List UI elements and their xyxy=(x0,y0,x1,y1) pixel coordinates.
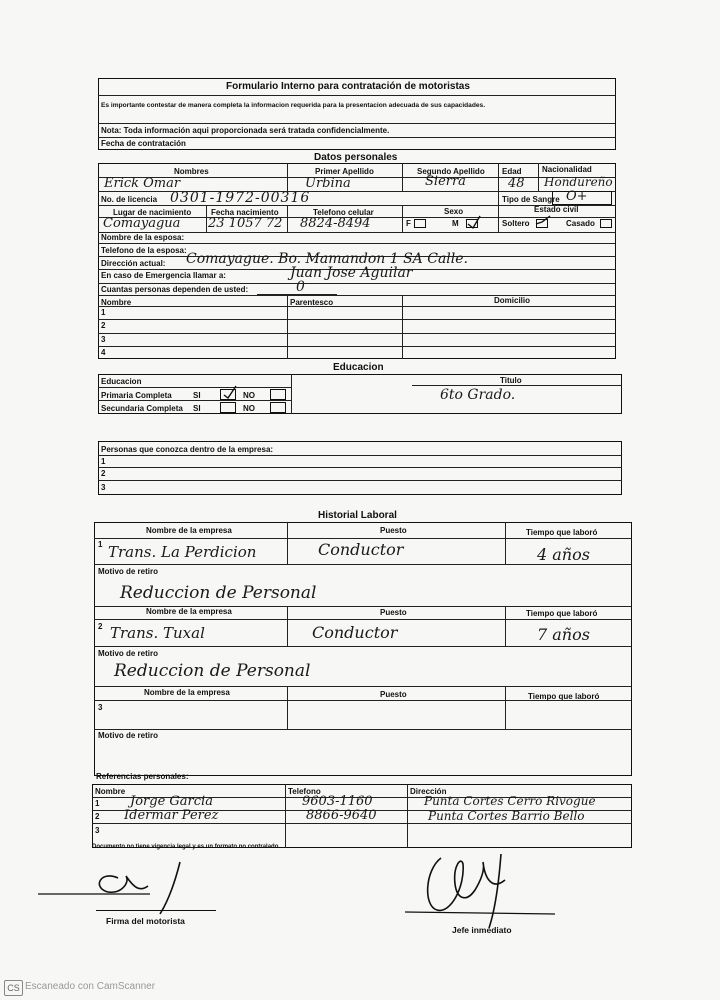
second-surname-label: Segundo Apellido xyxy=(417,167,485,176)
work-entry-1-reason: Reduccion de Personal xyxy=(120,583,317,603)
single-check-mark xyxy=(534,213,552,229)
work-entry-2-reason-label: Motivo de retiro xyxy=(98,649,159,658)
education-title-value: 6to Grado. xyxy=(440,387,516,403)
dependents-value: 0 xyxy=(296,279,305,295)
age-label: Edad xyxy=(502,167,522,176)
married-label: Casado xyxy=(566,219,595,228)
single-label: Soltero xyxy=(502,219,530,228)
ref-row-1-address: Punta Cortes Cerro Rivogue xyxy=(424,794,596,808)
age-value: 48 xyxy=(508,176,525,191)
contract-date-label: Fecha de contratación xyxy=(101,139,186,148)
cell-phone-value: 8824-8494 xyxy=(300,216,371,231)
ref-row-2-address: Punta Cortes Barrio Bello xyxy=(428,809,585,823)
nationality-label: Nacionalidad xyxy=(542,165,592,174)
birthdate-value: 23 1057 72 xyxy=(208,216,283,231)
driver-signature-label: Firma del motorista xyxy=(106,916,185,926)
work-entry-3-num: 3 xyxy=(98,703,103,712)
form-intro: Es importante contestar de manera completa la informacion requerida para la presentacion adecuada de sus capacidades. xyxy=(101,102,486,109)
nationality-value: Hondureño xyxy=(544,175,613,189)
ref-phone-label: Telefono xyxy=(288,787,321,796)
married-checkbox[interactable] xyxy=(600,219,612,228)
education-title-label: Titulo xyxy=(500,376,522,385)
work-entry-1-company: Trans. La Perdicion xyxy=(108,543,257,561)
driver-signature xyxy=(30,858,200,918)
work-entry-1-time: 4 años xyxy=(537,545,590,564)
work-time-label-3: Tiempo que laboró xyxy=(528,692,600,701)
primary-no-label: NO xyxy=(243,391,255,400)
primary-si-check-mark xyxy=(222,384,238,400)
ref-row-2-phone: 8866-9640 xyxy=(306,808,377,823)
boss-signature-label: Jefe inmediato xyxy=(452,925,512,935)
education-label: Educacion xyxy=(101,377,142,386)
work-position-label-3: Puesto xyxy=(380,690,407,699)
sex-f-checkbox[interactable] xyxy=(414,219,426,228)
address-label: Dirección actual: xyxy=(101,259,166,268)
license-label: No. de licencia xyxy=(101,195,158,204)
dep-row-3: 3 xyxy=(101,335,106,344)
dep-home-label: Domicilio xyxy=(494,296,531,305)
work-time-label: Tiempo que laboró xyxy=(526,528,598,537)
secondary-label: Secundaria Completa xyxy=(101,404,183,413)
acq-row-2: 2 xyxy=(101,469,106,478)
work-position-label-2: Puesto xyxy=(380,608,407,617)
work-time-label-2: Tiempo que laboró xyxy=(526,609,598,618)
acq-row-3: 3 xyxy=(101,483,106,492)
cell-phone-label: Telefono celular xyxy=(313,208,374,217)
blood-type-value: O+ xyxy=(566,189,588,204)
ref-row-1-num: 1 xyxy=(95,799,100,808)
ref-name-label: Nombre xyxy=(95,787,126,796)
work-entry-2-reason: Reduccion de Personal xyxy=(114,661,311,681)
form-title: Formulario Interno para contratación de motoristas xyxy=(226,81,470,92)
sex-m-check-mark xyxy=(466,214,482,230)
dep-row-1: 1 xyxy=(101,308,106,317)
work-section-title: Historial Laboral xyxy=(318,510,397,521)
work-entry-1-position: Conductor xyxy=(318,540,404,559)
blood-type-label: Tipo de Sangre xyxy=(502,195,560,204)
dep-row-2: 2 xyxy=(101,321,106,330)
camscanner-watermark: Escaneado con CamScanner xyxy=(25,981,156,992)
work-entry-2-num: 2 xyxy=(98,622,103,631)
ref-address-label: Dirección xyxy=(410,787,447,796)
license-value: 0301-1972-00316 xyxy=(170,190,311,206)
ref-row-2-num: 2 xyxy=(95,812,100,821)
sex-f-label: F xyxy=(406,219,411,228)
secondary-si-checkbox[interactable] xyxy=(220,402,236,413)
education-section-title: Educacion xyxy=(333,362,384,373)
references-label: Referencias personales: xyxy=(96,772,189,781)
work-entry-2-position: Conductor xyxy=(312,623,398,642)
birthplace-label: Lugar de nacimiento xyxy=(113,208,192,217)
boss-signature xyxy=(405,850,555,930)
ref-row-3-num: 3 xyxy=(95,826,100,835)
dep-relation-label: Parentesco xyxy=(290,298,334,307)
acq-row-1: 1 xyxy=(101,457,106,466)
work-company-label-2: Nombre de la empresa xyxy=(146,607,232,616)
camscanner-logo: CS xyxy=(4,980,23,996)
secondary-si-label: SI xyxy=(193,404,201,413)
first-surname-value: Urbina xyxy=(305,176,351,191)
dep-row-4: 4 xyxy=(101,348,106,357)
address-value: Comayague. Bo. Mamandon 1 SA Calle. xyxy=(186,251,468,267)
work-company-label-3: Nombre de la empresa xyxy=(144,688,230,697)
work-position-label: Puesto xyxy=(380,526,407,535)
work-entry-3-reason-label: Motivo de retiro xyxy=(98,731,159,740)
primary-si-label: SI xyxy=(193,391,201,400)
ref-row-1-phone: 9603-1160 xyxy=(302,794,373,809)
sex-m-label: M xyxy=(452,219,459,228)
secondary-no-checkbox[interactable] xyxy=(270,402,286,413)
sex-label: Sexo xyxy=(444,207,464,216)
second-surname-value: Sierra xyxy=(425,174,466,189)
first-surname-label: Primer Apellido xyxy=(315,167,374,176)
ref-row-1-name: Jorge Garcia xyxy=(130,794,213,809)
emergency-label: En caso de Emergencia llamar a: xyxy=(101,271,226,280)
ref-row-2-name: Idermar Perez xyxy=(124,808,219,823)
birthdate-label: Fecha nacimiento xyxy=(211,208,279,217)
personal-section-title: Datos personales xyxy=(314,152,398,163)
work-entry-1-num: 1 xyxy=(98,540,103,549)
birthplace-value: Comayagua xyxy=(103,216,181,231)
work-entry-2-company: Trans. Tuxal xyxy=(110,624,205,642)
civil-status-label: Estado civil xyxy=(534,205,579,214)
dependents-label: Cuantas personas dependen de usted: xyxy=(101,285,249,294)
emergency-value: Juan Jose Aguilar xyxy=(290,265,413,281)
spouse-phone-label: Telefono de la esposa: xyxy=(101,246,187,255)
names-value: Erick Omar xyxy=(104,176,181,191)
secondary-no-label: NO xyxy=(243,404,255,413)
primary-no-checkbox[interactable] xyxy=(270,389,286,400)
dep-name-label: Nombre xyxy=(101,298,132,307)
form-note: Nota: Toda información aqui proporcionada será tratada confidencialmente. xyxy=(101,126,390,135)
names-label: Nombres xyxy=(174,167,209,176)
work-company-label: Nombre de la empresa xyxy=(146,526,232,535)
disclaimer: Documento no tiene vigencia legal y es un formato no contralado. xyxy=(92,844,281,850)
primary-label: Primaria Completa xyxy=(101,391,172,400)
spouse-name-label: Nombre de la esposa: xyxy=(101,233,185,242)
work-entry-2-time: 7 años xyxy=(537,625,590,644)
work-entry-1-reason-label: Motivo de retiro xyxy=(98,567,159,576)
acquaintances-label: Personas que conozca dentro de la empresa: xyxy=(101,445,274,454)
